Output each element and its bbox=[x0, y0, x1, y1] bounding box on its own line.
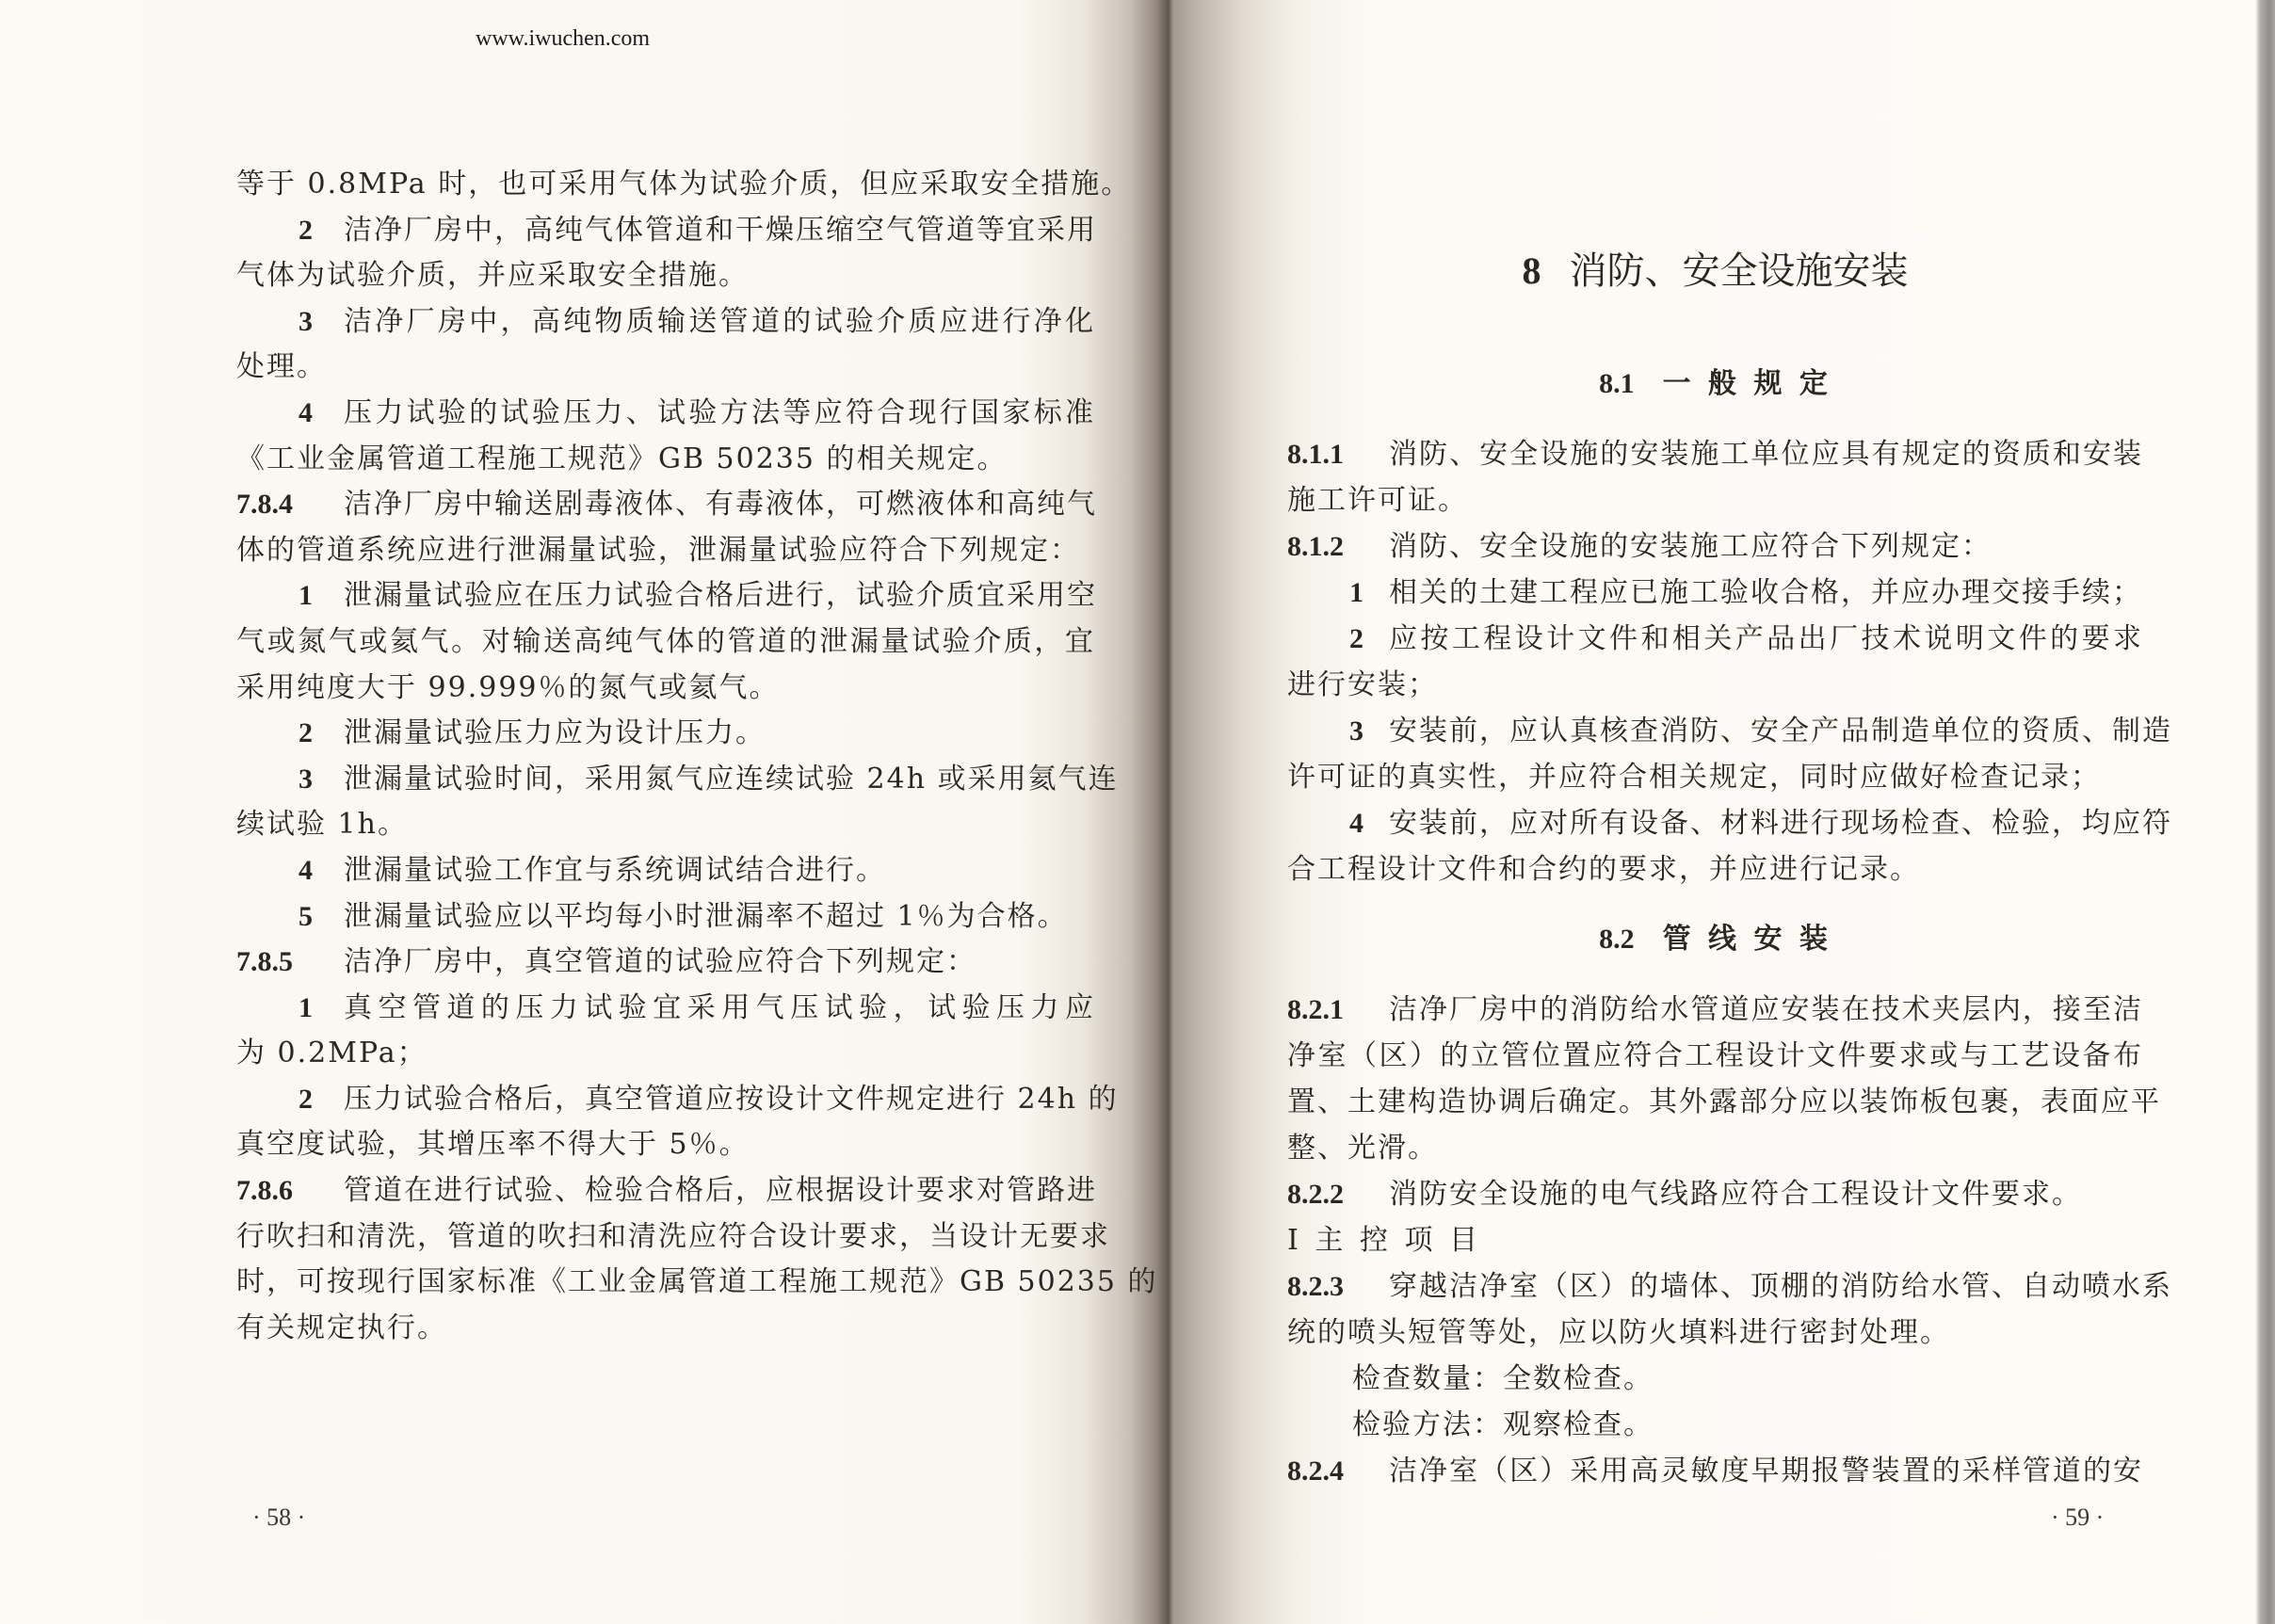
item-line bbox=[236, 802, 1095, 848]
item-line bbox=[236, 299, 1095, 346]
clause-line bbox=[1287, 431, 2143, 477]
line-text: 泄漏量试验应在压力试验合格后进行，试验介质宜采用空 bbox=[344, 579, 1097, 613]
line-text: 洁净厂房中，高纯气体管道和干燥压缩空气管道等宜采用 bbox=[344, 213, 1097, 247]
line-text: 时，可按现行国家标准《工业金属管道工程施工规范》GB 50235 的 bbox=[236, 1265, 1158, 1299]
clause-number: 8.2.2 bbox=[1287, 1179, 1344, 1210]
clause-number: 8.1.2 bbox=[1287, 531, 1344, 562]
line-text: 压力试验的试验压力、试验方法等应符合现行国家标准 bbox=[344, 395, 1095, 429]
line-text: 续试验 1h。 bbox=[236, 808, 408, 842]
clause-line bbox=[1287, 1263, 2172, 1310]
line-text: 洁净厂房中的消防给水管道应安装在技术夹层内，接至洁 bbox=[1389, 993, 2143, 1026]
item-line bbox=[236, 619, 1095, 666]
item-number: 4 bbox=[298, 396, 313, 428]
line-text: 泄漏量试验压力应为设计压力。 bbox=[344, 716, 766, 750]
line-text: 穿越洁净室（区）的墙体、顶棚的消防给水管、自动喷水系 bbox=[1389, 1270, 2172, 1303]
clause-number: 8.2.3 bbox=[1287, 1271, 1344, 1302]
item-line bbox=[1287, 616, 2143, 662]
section-title: 管 线 安 装 bbox=[1662, 923, 1831, 956]
item-line bbox=[236, 711, 1095, 757]
item-line bbox=[236, 666, 1095, 712]
line-text: 洁净室（区）采用高灵敏度早期报警装置的采样管道的安 bbox=[1389, 1455, 2143, 1487]
line-text: 真空度试验，其增压率不得大于 5％。 bbox=[236, 1128, 750, 1162]
line-text: 相关的土建工程应已施工验收合格，并应办理交接手续； bbox=[1389, 576, 2142, 609]
left-page-body bbox=[236, 162, 1158, 1351]
line-text: 施工许可证。 bbox=[1287, 484, 1468, 517]
line-text: 检验方法：观察检查。 bbox=[1352, 1408, 1654, 1441]
clause-line bbox=[1287, 1033, 2143, 1079]
line-text: 许可证的真实性，并应符合相关规定，同时应做好检查记录； bbox=[1287, 761, 2101, 794]
line-text: 管道在进行试验、检验合格后，应根据设计要求对管路进 bbox=[344, 1174, 1097, 1208]
text-line bbox=[1287, 1356, 2143, 1402]
section-heading bbox=[1287, 902, 2143, 977]
line-text: 压力试验合格后，真空管道应按设计文件规定进行 24h 的 bbox=[344, 1082, 1119, 1116]
line-text: 处理。 bbox=[236, 350, 327, 384]
text-line bbox=[236, 162, 1132, 208]
item-line bbox=[1287, 570, 2143, 616]
line-text: 洁净厂房中，真空管道的试验应符合下列规定： bbox=[344, 945, 976, 979]
line-text: 气或氮气或氦气。对输送高纯气体的管道的泄漏量试验介质，宜 bbox=[236, 624, 1095, 658]
item-number: 5 bbox=[298, 900, 313, 932]
item-line bbox=[236, 1031, 1095, 1077]
line-text: 《工业金属管道工程施工规范》GB 50235 的相关规定。 bbox=[236, 442, 1008, 475]
clause-line bbox=[236, 528, 1095, 574]
clause-number: 8.2.1 bbox=[1287, 994, 1344, 1025]
item-line bbox=[236, 986, 1095, 1032]
item-line bbox=[236, 1077, 1119, 1123]
line-text: 净室（区）的立管位置应符合工程设计文件要求或与工艺设备布 bbox=[1287, 1039, 2143, 1072]
line-text: 置、土建构造协调后确定。其外露部分应以装饰板包裹，表面应平 bbox=[1287, 1085, 2161, 1118]
item-line bbox=[1287, 662, 2143, 708]
item-line bbox=[1287, 754, 2143, 800]
item-line bbox=[1287, 846, 2143, 892]
item-number: 2 bbox=[298, 214, 313, 246]
line-text: 真空管道的压力试验宜采用气压试验，试验压力应 bbox=[344, 990, 1095, 1024]
line-text: 有关规定执行。 bbox=[236, 1310, 447, 1344]
line-text: 泄漏量试验时间，采用氮气应连续试验 24h 或采用氦气连 bbox=[344, 762, 1119, 796]
item-line bbox=[236, 345, 1095, 391]
line-text: 进行安装； bbox=[1287, 668, 1438, 701]
line-text: 消防安全设施的电气线路应符合工程设计文件要求。 bbox=[1389, 1178, 2082, 1211]
clause-line bbox=[1287, 1448, 2143, 1494]
line-text: 泄漏量试验工作宜与系统调试结合进行。 bbox=[344, 853, 886, 887]
clause-line bbox=[236, 482, 1095, 528]
line-text: 采用纯度大于 99.999％的氮气或氦气。 bbox=[236, 670, 780, 704]
clause-line bbox=[236, 1306, 1095, 1352]
line-text: 统的喷头短管等处，应以防火填料进行密封处理。 bbox=[1287, 1316, 1950, 1349]
line-text: 洁净厂房中输送剧毒液体、有毒液体，可燃液体和高纯气 bbox=[344, 488, 1097, 522]
item-number: 2 bbox=[298, 1083, 313, 1115]
line-text: 消防、安全设施的安装施工应符合下列规定： bbox=[1389, 530, 1992, 563]
page-number-right: · 59 · bbox=[2051, 1503, 2105, 1531]
chapter-number: 8 bbox=[1522, 249, 1541, 292]
item-number: 2 bbox=[1349, 623, 1363, 654]
item-line bbox=[236, 1122, 1095, 1168]
clause-line bbox=[236, 1214, 1110, 1261]
item-line bbox=[236, 437, 1095, 483]
clause-line bbox=[236, 1168, 1095, 1214]
item-line bbox=[1287, 800, 2172, 846]
item-number: 1 bbox=[298, 991, 313, 1023]
item-line bbox=[236, 391, 1095, 437]
item-number: 3 bbox=[1349, 716, 1363, 747]
line-text: 体的管道系统应进行泄漏量试验，泄漏量试验应符合下列规定： bbox=[236, 533, 1080, 567]
item-line bbox=[236, 848, 1095, 894]
section-heading bbox=[1287, 346, 2143, 422]
item-number: 1 bbox=[1349, 577, 1363, 608]
clause-number: 7.8.4 bbox=[236, 489, 293, 521]
clause-number: 7.8.5 bbox=[236, 946, 293, 978]
text-line bbox=[1287, 1402, 2143, 1448]
line-text: 洁净厂房中，高纯物质输送管道的试验介质应进行净化 bbox=[344, 304, 1095, 338]
clause-line bbox=[1287, 477, 2143, 523]
item-number: 2 bbox=[298, 717, 313, 749]
clause-number: 8.2.4 bbox=[1287, 1455, 1344, 1487]
item-number: 3 bbox=[298, 305, 313, 337]
line-text: 检查数量：全数检查。 bbox=[1352, 1362, 1654, 1395]
item-line bbox=[236, 253, 1095, 299]
clause-line bbox=[236, 1260, 1158, 1306]
line-text: 安装前，应认真核查消防、安全产品制造单位的资质、制造 bbox=[1389, 715, 2172, 748]
section-number: 8.1 bbox=[1599, 368, 1635, 399]
item-line bbox=[236, 208, 1095, 254]
watermark-url: www.iwuchen.com bbox=[476, 26, 651, 51]
item-number: 4 bbox=[298, 854, 313, 886]
clause-line bbox=[1287, 1310, 2143, 1356]
line-text: 应按工程设计文件和相关产品出厂技术说明文件的要求 bbox=[1389, 622, 2143, 655]
chapter-title bbox=[1287, 233, 2143, 309]
item-number: 3 bbox=[298, 763, 313, 795]
line-text: 行吹扫和清洗，管道的吹扫和清洗应符合设计要求，当设计无要求 bbox=[236, 1219, 1110, 1253]
line-text: 等于 0.8MPa 时，也可采用气体为试验介质，但应采取安全措施。 bbox=[236, 168, 1132, 201]
line-text: 合工程设计文件和合约的要求，并应进行记录。 bbox=[1287, 853, 1920, 886]
clause-line bbox=[1287, 1079, 2161, 1125]
item-line bbox=[1287, 708, 2172, 754]
clause-line bbox=[1287, 987, 2143, 1033]
clause-line bbox=[1287, 523, 2143, 570]
subsection-heading: Ⅰ 主 控 项 目 bbox=[1287, 1224, 1481, 1257]
line-text: 消防、安全设施的安装施工单位应具有规定的资质和安装 bbox=[1389, 438, 2143, 471]
clause-number: 7.8.6 bbox=[236, 1175, 293, 1207]
chapter-title-text: 消防、安全设施安装 bbox=[1569, 249, 1909, 293]
line-text: 为 0.2MPa； bbox=[236, 1037, 428, 1070]
item-number: 1 bbox=[298, 580, 313, 612]
clause-line bbox=[1287, 1171, 2143, 1217]
line-text: 安装前，应对所有设备、材料进行现场检查、检验，均应符 bbox=[1389, 807, 2172, 840]
line-text: 泄漏量试验应以平均每小时泄漏率不超过 1％为合格。 bbox=[344, 899, 1068, 933]
clause-line bbox=[236, 940, 1095, 986]
item-line bbox=[236, 573, 1095, 619]
section-title: 一 般 规 定 bbox=[1662, 367, 1831, 400]
line-text: 整、光滑。 bbox=[1287, 1132, 1438, 1165]
line-text: 气体为试验介质，并应采取安全措施。 bbox=[236, 259, 749, 293]
section-number: 8.2 bbox=[1599, 924, 1635, 955]
clause-line bbox=[1287, 1125, 2143, 1171]
item-line bbox=[236, 757, 1119, 803]
item-number: 4 bbox=[1349, 808, 1363, 839]
page-number-left: · 58 · bbox=[252, 1503, 306, 1531]
right-page-body bbox=[1287, 233, 2172, 1494]
clause-number: 8.1.1 bbox=[1287, 439, 1344, 470]
item-line bbox=[236, 894, 1095, 941]
